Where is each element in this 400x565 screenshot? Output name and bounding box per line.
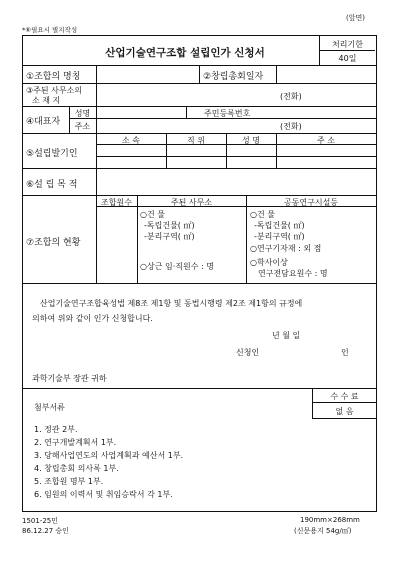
purpose-label: ⑥설 립 목 적 [26,180,78,190]
facility-independent-item: -독립건물( ㎡) [254,221,305,230]
office-separate-item: -분리구역( ㎡) [144,232,195,241]
processing-label: 처리기한 [332,40,363,49]
facility-building-item: ○건 물 [250,210,275,219]
attachment-item: 2. 연구개발계획서 1부. [34,438,117,447]
rep-address-label: 주소 [74,122,91,131]
office-staff-item: ○상근 임·직원수 : 명 [140,262,214,271]
founders-col-name: 성 명 [242,136,260,145]
declaration-line1: 산업기술연구조합육성법 제8조 제1항 및 동법시행령 제2조 제1항의 규정에 [40,299,303,308]
research-facility-header: 공동연구시설등 [283,198,339,207]
attachment-item: 4. 창립총회 의사록 1부. [34,464,119,473]
founders-col-address: 주 소 [317,136,335,145]
members-count-header: 조합원수 [101,198,132,207]
founders-label: ⑤설립발기인 [26,149,78,159]
org-name-label: ①조합의 명칭 [26,72,81,82]
rep-phone-label: (전화) [280,122,302,131]
form-code: 1501-25민 [22,517,59,525]
seal-mark: 인 [341,348,349,357]
paper-spec: (신문용지 54g/㎡) [294,527,352,535]
approval-date: 86.12.27 승인 [22,527,69,535]
founding-date-label: ②창립총회일자 [203,72,264,82]
recipient: 과학기술부 장관 귀하 [32,374,107,383]
facility-staff-line1: ○학사이상 [250,258,288,267]
form-side-label: (앞면) [346,14,365,22]
attachment-item: 5. 조합원 명부 1부. [34,477,104,486]
attachment-note: *⑥필요시 별지작성 [22,26,78,34]
facility-staff-line2: 연구전담요원수 : 명 [258,269,328,278]
office-building-item: ○건 물 [140,210,165,219]
office-independent-item: -독립건물( ㎡) [144,221,195,230]
status-label: ⑦조합의 현황 [26,238,81,248]
processing-value: 40일 [338,54,357,63]
rep-id-label: 주민등록번호 [204,109,251,118]
office-label-line2: 소 재 지 [32,96,61,105]
applicant-label: 신청인 [236,348,260,357]
attachment-item: 3. 당해사업연도의 사업계획과 예산서 1부. [34,451,184,460]
form-title: 산업기술연구조합 설립인가 신청서 [105,47,265,59]
founders-col-position: 직 위 [187,136,205,145]
attachment-item: 1. 정관 2부. [34,425,78,434]
facility-separate-item: -분리구역( ㎡) [254,232,305,241]
declaration-line2: 의하여 위와 같이 인가 신청합니다. [32,314,153,323]
attachments-label: 첨부서류 [34,403,65,412]
main-office-header: 주된 사무소 [170,198,213,207]
office-phone-label: (전화) [280,92,302,101]
representative-label: ④대표자 [26,117,61,127]
attachment-item: 6. 임원의 이력서 및 취임승락서 각 1부. [34,490,173,499]
application-date: 년 월 일 [272,331,301,340]
facility-equipment-item: ○연구기자재 : 외 점 [250,244,322,253]
paper-size: 190mm×268mm [300,516,360,524]
rep-name-label: 성명 [74,109,91,118]
fee-value: 없 음 [335,407,354,416]
fee-label: 수 수 료 [330,392,359,401]
founders-col-affiliation: 소 속 [122,136,140,145]
office-label-line1: ③주된 사무소의 [26,86,83,95]
